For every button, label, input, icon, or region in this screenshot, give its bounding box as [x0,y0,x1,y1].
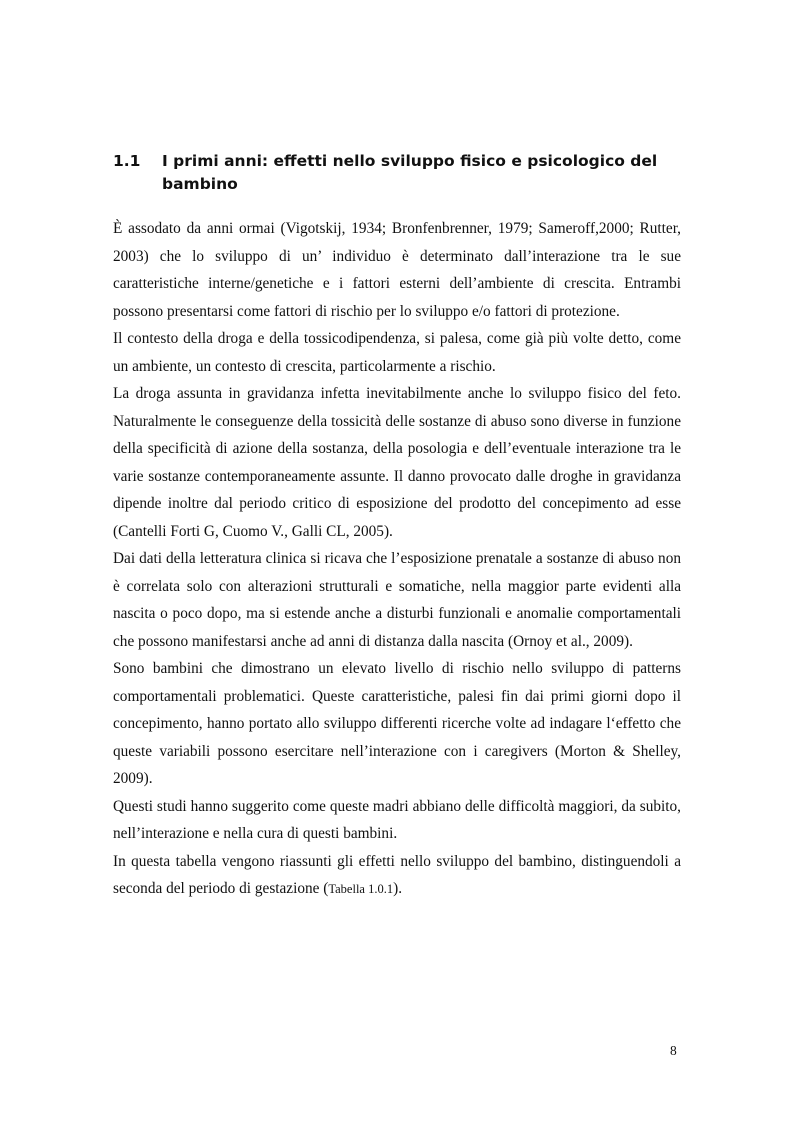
paragraph-closing: ). [393,880,403,897]
body-text [113,215,681,904]
paragraph-last [113,848,681,904]
paragraph: Questi studi hanno suggerito come queste madri abbiano delle difficoltà maggiori, da subito, nell’interazione e nella cura di questi bambini. [113,797,681,842]
page-number: 8 [670,1043,677,1058]
section-title: I primi anni: effetti nello sviluppo fisico e psicologico del bambino [162,152,658,193]
paragraph: Dai dati della letteratura clinica si ricava che l’esposizione prenatale a sostanze di abuso non è correlata solo con alterazioni strutturali e somatiche, nella maggior parte evidenti alla nascita o poco dopo, ma si estende anche a disturbi funzionali e anomalie comportamentali che possono manifestarsi anche ad anni di distanza dalla nascita (Ornoy et al., 2009). [113,550,681,650]
section-number: 1.1 [113,152,141,170]
paragraph-text: In questa tabella vengono riassunti gli effetti nello sviluppo del bambino, distinguendoli a seconda del periodo di gestazione ( [113,852,681,897]
table-reference: Tabella 1.0.1 [328,882,394,896]
paragraph: Il contesto della droga e della tossicodipendenza, si palesa, come già più volte detto, come un ambiente, un contesto di crescita, particolarmente a rischio. [113,330,681,375]
paragraph: Sono bambini che dimostrano un elevato livello di rischio nello sviluppo di patterns comportamentali problematici. Queste caratteristiche, palesi fin dai primi giorni dopo il concepimento, hanno portato allo sviluppo differenti ricerche volte ad indagare l‘effetto che queste variabili possono esercitare nell’interazione con i caregivers (Morton & Shelley, 2009). [113,660,681,787]
paragraph: La droga assunta in gravidanza infetta inevitabilmente anche lo sviluppo fisico del feto. Naturalmente le conseguenze della tossicità delle sostanze di abuso sono diverse in funzione della specificità di azione della sostanza, della posologia e dell’eventuale interazione tra le varie sostanze contemporaneamente assunte. Il danno provocato dalle droghe in gravidanza dipende inoltre dal periodo critico di esposizione del prodotto del concepimento ad esse (Cantelli Forti G, Cuomo V., Galli CL, 2005). [113,385,681,540]
paragraph: È assodato da anni ormai (Vigotskij, 1934; Bronfenbrenner, 1979; Sameroff,2000; Rutter, 2003) che lo sviluppo di un’ individuo è determinato dall’interazione tra le sue caratteristiche interne/genetiche e i fattori esterni dell’ambiente di crescita. Entrambi possono presentarsi come fattori di rischio per lo sviluppo e/o fattori di protezione. [113,220,681,320]
